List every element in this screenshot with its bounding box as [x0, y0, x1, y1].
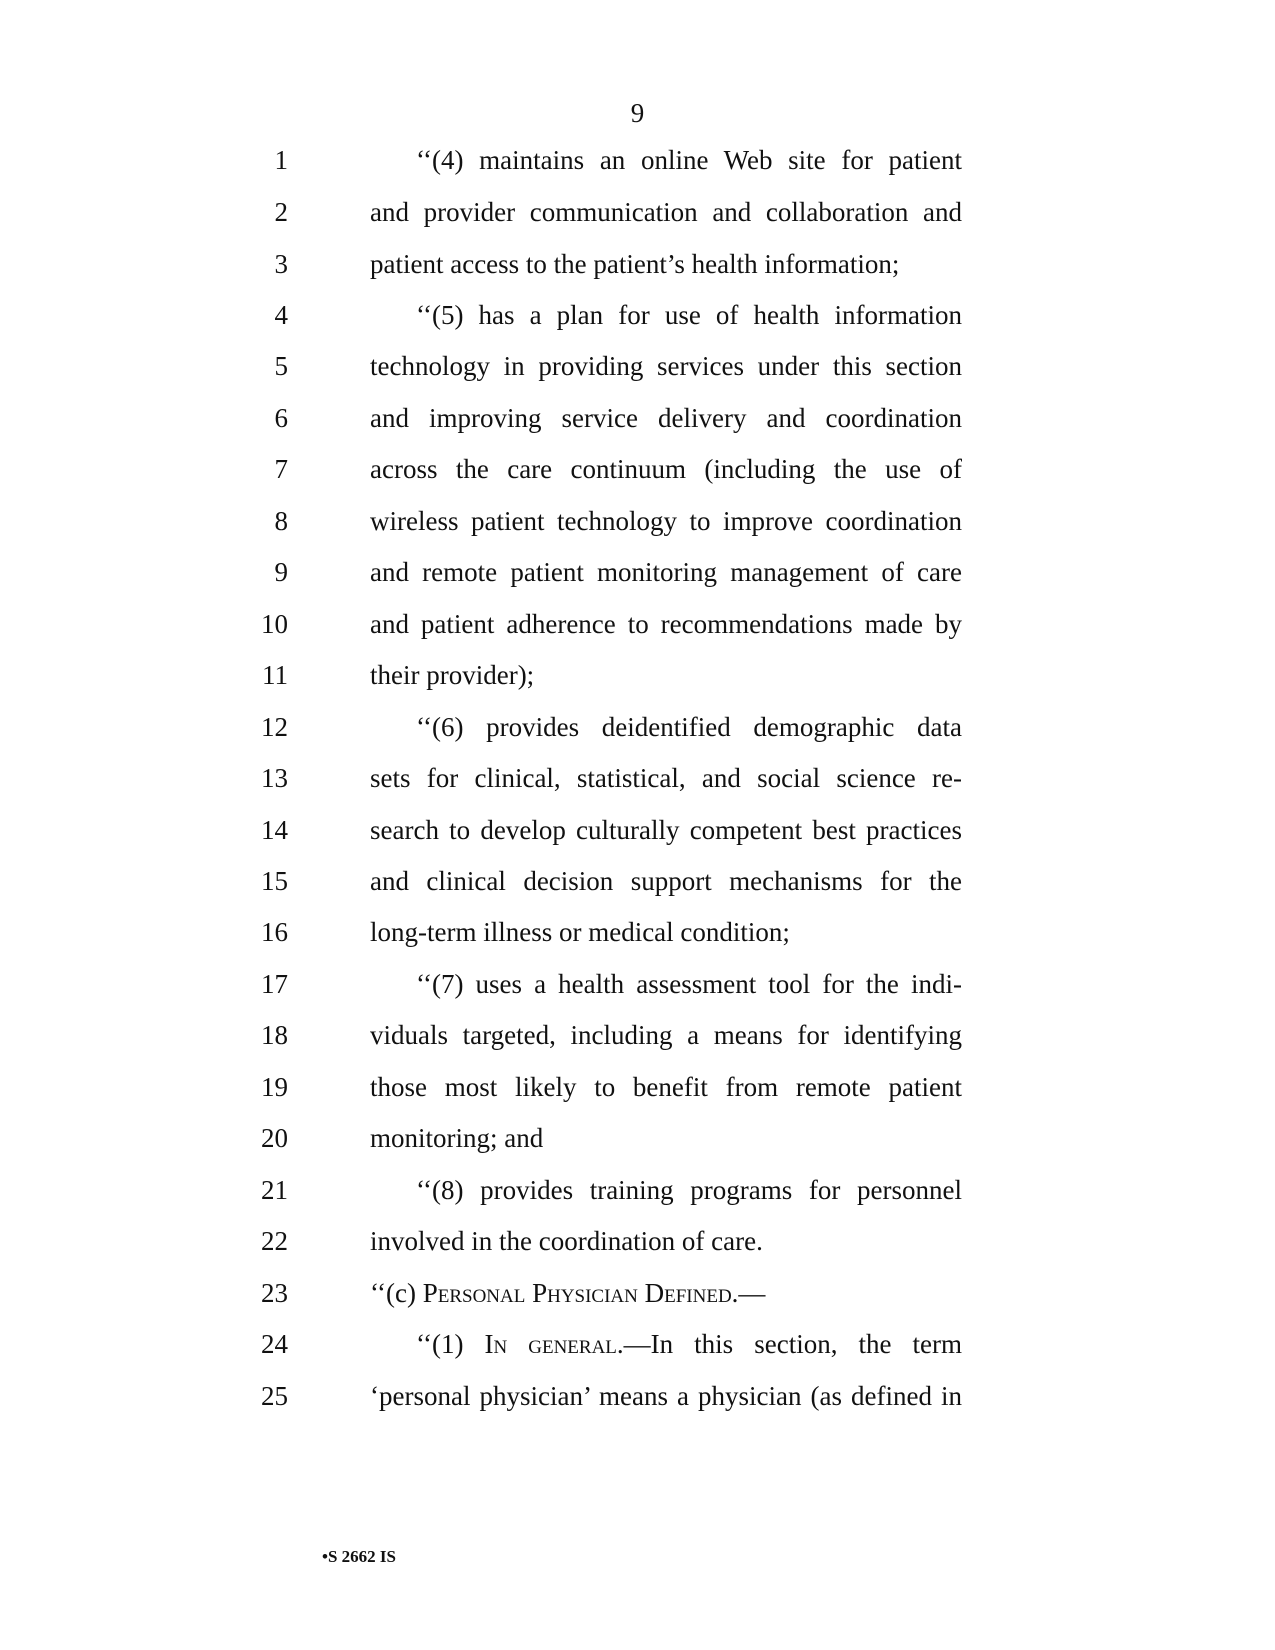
line-text: their provider);	[370, 660, 535, 690]
line-text: ‘‘(8) provides training programs for personnel	[416, 1175, 962, 1205]
line-number: 2	[274, 197, 288, 227]
line-number: 13	[261, 763, 288, 793]
line-number: 22	[261, 1226, 288, 1256]
line-text: technology in providing services under this section	[370, 351, 962, 381]
line-number: 16	[261, 917, 288, 947]
line-number: 11	[262, 660, 288, 690]
line-text: sets for clinical, statistical, and social science re-	[370, 763, 962, 793]
line-number: 18	[261, 1020, 288, 1050]
line-number: 21	[261, 1175, 288, 1205]
line-number: 9	[274, 557, 288, 587]
line-number: 19	[261, 1072, 288, 1102]
line-text: ‘personal physician’ means a physician (as defined in	[370, 1381, 962, 1411]
line-text: and remote patient monitoring management of care	[370, 557, 962, 587]
line-text: long-term illness or medical condition;	[370, 917, 790, 947]
page-number: 9	[630, 98, 645, 128]
line-number: 1	[274, 145, 288, 175]
line-number: 24	[261, 1329, 288, 1359]
line-text: and clinical decision support mechanisms for the	[370, 866, 962, 896]
paragraph-prefix: ‘‘(1)	[416, 1329, 485, 1359]
line-number: 3	[274, 249, 288, 279]
line-text: across the care continuum (including the use of	[370, 454, 962, 484]
line-number: 15	[261, 866, 288, 896]
paragraph-heading-line	[416, 1328, 962, 1360]
line-number: 23	[261, 1278, 288, 1308]
paragraph-heading: In general.	[484, 1329, 624, 1359]
line-number: 17	[261, 969, 288, 999]
line-number: 8	[274, 506, 288, 536]
paragraph-text: —In this section, the term	[623, 1329, 962, 1359]
line-text: ‘‘(6) provides deidentified demographic data	[416, 712, 962, 742]
line-number: 6	[274, 403, 288, 433]
line-text: viduals targeted, including a means for identifying	[370, 1020, 962, 1050]
subsection-heading: Personal Physician Defined.—	[422, 1278, 766, 1308]
subsection-prefix: ‘‘(c)	[370, 1278, 423, 1308]
line-text: patient access to the patient’s health information;	[370, 249, 900, 279]
line-text: search to develop culturally competent best practices	[370, 815, 962, 845]
line-number: 12	[261, 712, 288, 742]
line-text: and provider communication and collaboration and	[370, 197, 962, 227]
line-number: 4	[274, 300, 288, 330]
line-number: 10	[261, 609, 288, 639]
line-text: those most likely to benefit from remote patient	[370, 1072, 962, 1102]
bill-footer: •S 2662 IS	[322, 1547, 396, 1566]
line-text: and improving service delivery and coordination	[370, 403, 962, 433]
line-text: monitoring; and	[370, 1123, 544, 1153]
line-number: 14	[261, 815, 288, 845]
line-text: and patient adherence to recommendations made by	[370, 609, 962, 639]
line-number: 25	[261, 1381, 288, 1411]
line-text: wireless patient technology to improve coordination	[370, 506, 962, 536]
line-number: 5	[274, 351, 288, 381]
line-text: ‘‘(7) uses a health assessment tool for the indi-	[416, 969, 962, 999]
subsection-heading-line	[370, 1277, 765, 1309]
line-number: 20	[261, 1123, 288, 1153]
line-text: ‘‘(4) maintains an online Web site for patient	[416, 145, 962, 175]
line-text: ‘‘(5) has a plan for use of health information	[416, 300, 962, 330]
line-number: 7	[274, 454, 288, 484]
line-text: involved in the coordination of care.	[370, 1226, 763, 1256]
